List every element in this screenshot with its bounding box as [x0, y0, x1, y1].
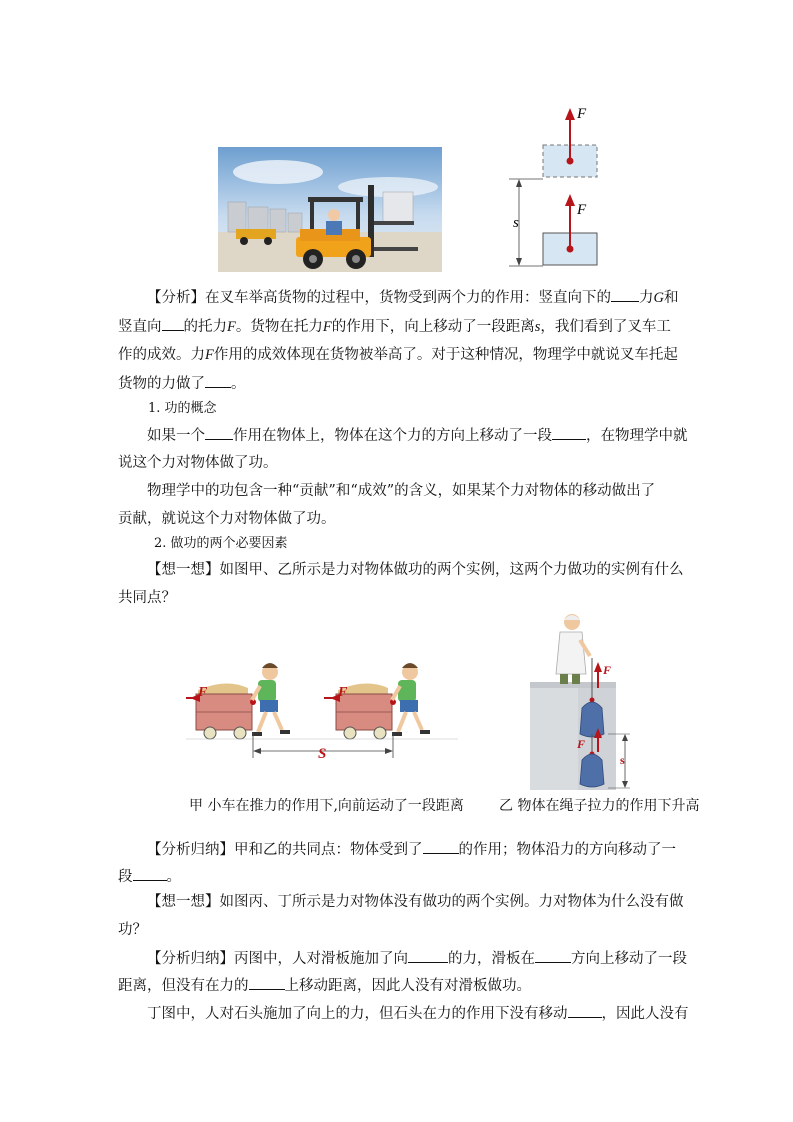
cart-2 — [324, 683, 396, 739]
bag-ground — [580, 754, 604, 787]
think1-line-1: 【想一想】如图甲、乙所示是力对物体做功的两个实例，这两个力做功的实例有什么 — [147, 562, 684, 578]
analysis-text: 竖直向 — [118, 319, 162, 335]
distance-label: s — [513, 215, 519, 231]
bag-force-label-top: F — [603, 663, 612, 677]
cart-1 — [186, 683, 256, 739]
section-heading-1: 1. 功的概念 — [148, 401, 217, 416]
section-heading-2: 2. 做功的两个必要因素 — [154, 536, 288, 551]
boy-2 — [392, 663, 430, 736]
analysis-line-4 — [118, 373, 246, 394]
summary-text: 【分析归纳】丙图中，人对滑板施加了向 — [147, 951, 408, 967]
symbol-f: F — [227, 319, 236, 335]
caption-yi: 乙 物体在绳子拉力的作用下升高 — [499, 798, 700, 814]
cart-force-label: F — [338, 685, 348, 700]
boy-1 — [252, 663, 290, 736]
cart-figure — [186, 650, 458, 765]
cart-force-label: F — [198, 685, 208, 700]
concept-line-4: 贡献，就说这个力对物体做了功。 — [118, 511, 336, 527]
analysis-text: 和 — [663, 290, 679, 306]
concept-line-1 — [147, 425, 688, 446]
summary-text: 的力，滑板在 — [448, 951, 535, 967]
blank[interactable] — [249, 975, 285, 990]
analysis-line-1 — [147, 287, 678, 308]
summary1-line-2 — [118, 866, 181, 887]
analysis-text: 的作用下，向上移动了一段距离 — [331, 319, 535, 335]
symbol-f: F — [205, 347, 214, 363]
blank[interactable] — [552, 425, 586, 440]
bag-force-label-bottom: F — [577, 737, 586, 751]
summary2-line-1 — [147, 948, 687, 969]
analysis-text: 货物的力做了 — [118, 376, 205, 392]
analysis-text: 作用的成效体现在货物被举高了。对于这种情况，物理学中就说叉车托起 — [213, 347, 678, 363]
concept-line-2: 说这个力对物体做了功。 — [118, 455, 278, 471]
blank[interactable] — [568, 1003, 602, 1018]
force-diagram — [505, 100, 605, 272]
symbol-g: G — [653, 290, 664, 306]
force-label-top: F — [577, 106, 587, 122]
symbol-s: s — [534, 319, 541, 335]
blank[interactable] — [133, 866, 167, 881]
caption-jia: 甲 小车在推力的作用下,向前运动了一段距离 — [189, 798, 464, 814]
summary-text: 丁图中，人对石头施加了向上的力，但石头在力的作用下没有移动 — [147, 1006, 568, 1022]
blank[interactable] — [408, 948, 448, 963]
summary2-line-2 — [118, 975, 531, 996]
blank[interactable] — [611, 287, 639, 302]
summary-text: ，因此人没有 — [601, 1006, 689, 1022]
concept-text: ，在物理学中就 — [586, 428, 688, 444]
concept-line-3: 物理学中的功包含一种“贡献”和“成效”的含义，如果某个力对物体的移动做出了 — [147, 483, 656, 499]
analysis-text: 的托力 — [183, 319, 227, 335]
blank[interactable] — [205, 373, 231, 388]
force-label-bottom: F — [577, 202, 587, 218]
blank[interactable] — [205, 425, 233, 440]
symbol-f: F — [322, 319, 332, 335]
analysis-text: 【分析】在叉车举高货物的过程中，货物受到两个力的作用：竖直向下的 — [147, 290, 611, 306]
blank[interactable] — [162, 316, 184, 331]
think2-line-1: 【想一想】如图丙、丁所示是力对物体没有做功的两个实例。力对物体为什么没有做 — [147, 894, 684, 910]
blank[interactable] — [423, 839, 459, 854]
summary-text: 【分析归纳】甲和乙的共同点：物体受到了 — [147, 842, 423, 858]
forklift-photo — [218, 147, 442, 272]
analysis-text: ，我们看到了叉车工 — [540, 319, 671, 335]
analysis-text: 力 — [639, 290, 654, 306]
summary-text: 上移动距离，因此人没有对滑板做功。 — [284, 978, 531, 994]
summary-text: 的作用；物体沿力的方向移动了一 — [458, 842, 676, 858]
analysis-line-2 — [118, 316, 671, 337]
summary-text: 段 — [118, 869, 133, 885]
analysis-text: 。 — [231, 376, 246, 392]
summary-text: 距离，但没有在力的 — [118, 978, 249, 994]
analysis-text: 作的成效。力 — [118, 347, 205, 363]
summary-text: 。 — [166, 869, 181, 885]
analysis-text: 。货物在托力 — [235, 319, 323, 335]
old-man — [556, 614, 590, 684]
concept-text: 作用在物体上，物体在这个力的方向上移动了一段 — [233, 428, 552, 444]
think2-line-2: 功？ — [118, 922, 147, 938]
bag-raised — [580, 702, 604, 737]
concept-text: 如果一个 — [147, 428, 205, 444]
bag-distance-label: s — [620, 753, 625, 767]
summary1-line-1 — [147, 839, 676, 860]
analysis-line-3 — [118, 345, 678, 365]
summary-text: 方向上移动了一段 — [571, 951, 687, 967]
cart-distance-label: S — [318, 746, 327, 762]
summary2-line-3 — [147, 1003, 689, 1024]
bag-figure — [530, 608, 642, 790]
blank[interactable] — [535, 948, 571, 963]
think1-line-2: 共同点？ — [118, 590, 176, 606]
